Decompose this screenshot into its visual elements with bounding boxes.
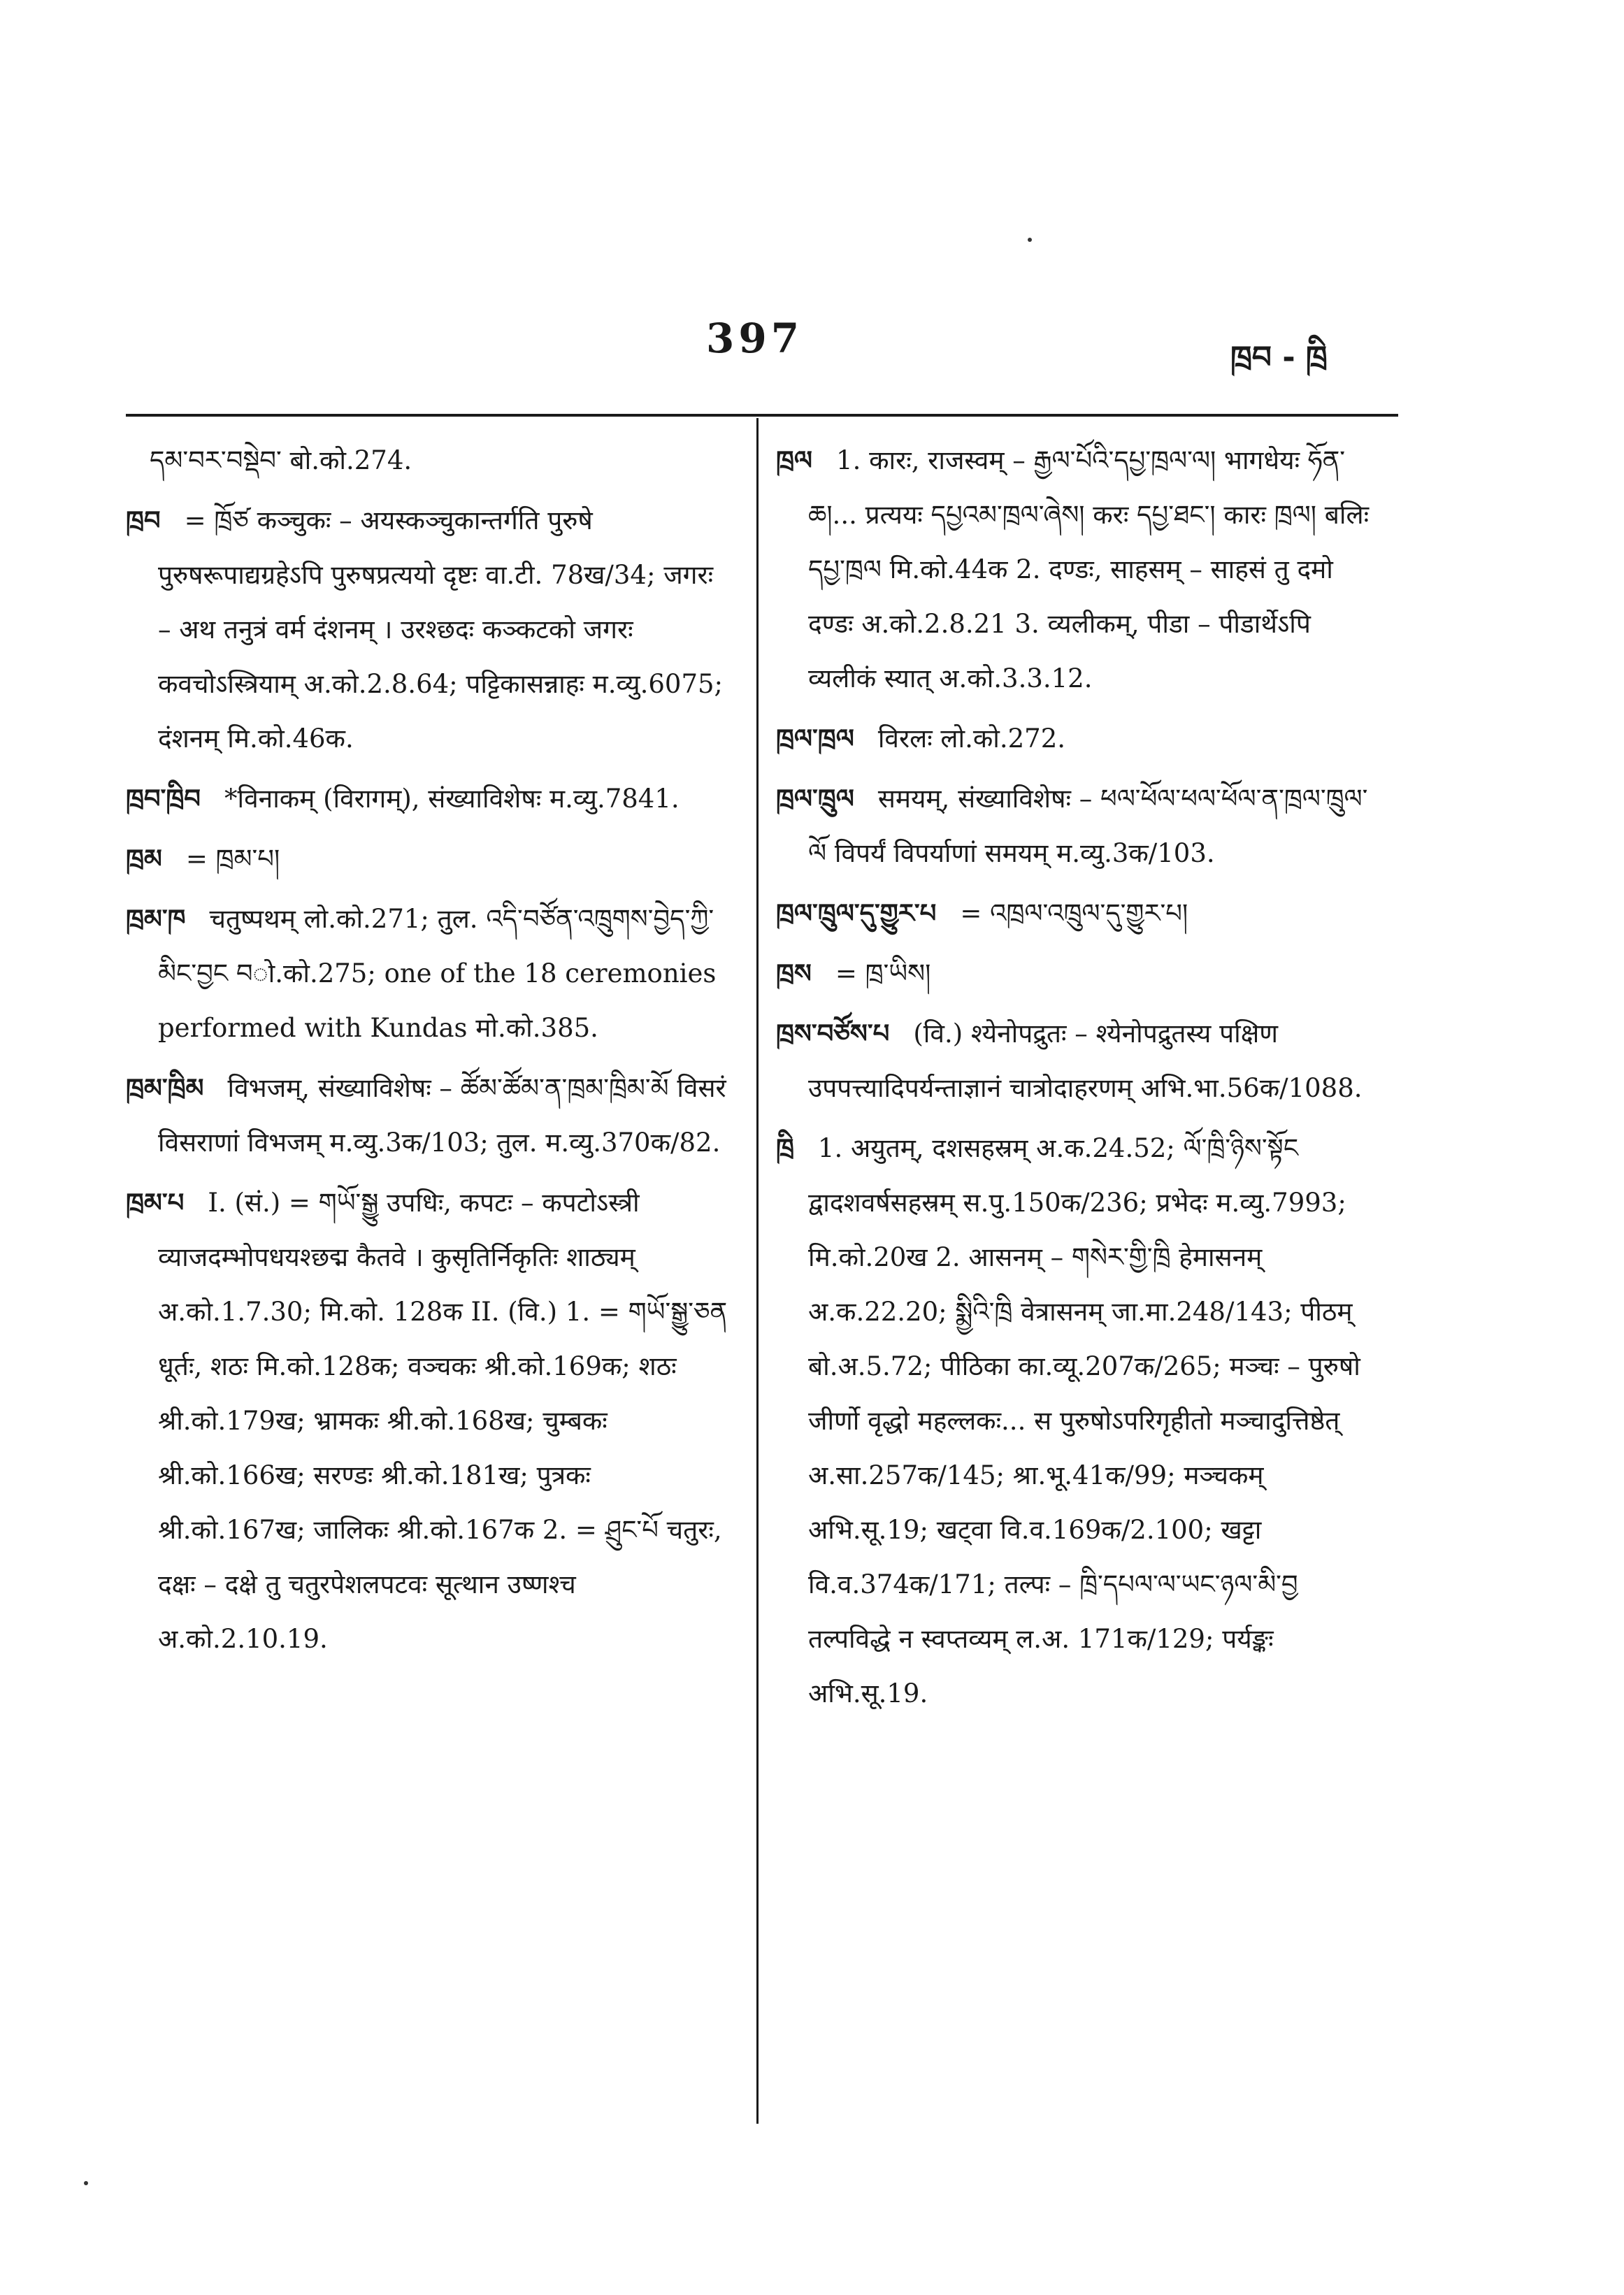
entry-headword: ཁྲམ	[126, 844, 162, 874]
entry-text: = ཁྲོཙ कञ्चुकः – अयस्कञ्चुकान्तर्गति पुरुषे पुरुषरूपाद्यग्रहेऽपि पुरुषप्रत्ययो दृष्टः वा.टी. 78ख/34; जगरः – अथ तनुत्रं वर्म दंशनम् । उरश्छदः कञ्कटको जगरः कवचोऽस्त्रियाम् अ.को.2.8.64; पट्टिकासन्नाहः म.व्यु.6075; दंशनम् मि.को.46क.	[158, 505, 724, 754]
right-column	[776, 433, 1384, 1727]
entry-text: དམ་བར་བསྡེབ་ बो.को.274.	[150, 445, 412, 475]
entry-text: = འཁྲལ་འཁྲུལ་དུ་གྱུར་པ།	[960, 898, 1188, 928]
header-rule	[126, 414, 1398, 417]
entry-headword: ཁྲམ་པ	[126, 1188, 185, 1218]
scan-speck	[1028, 238, 1032, 242]
entry-text: विभजम्, संख्याविशेषः – ཚོམ་ཚོམ་ན་ཁྲམ་ཁྲིམ་མོ विसरं विसराणां विभजम् म.व्यु.3क/103; तुल. म.व्यु.370क/82.	[158, 1073, 726, 1158]
dictionary-entry	[126, 494, 734, 766]
entry-headword: ཁྲས་བཙོས་པ	[776, 1019, 890, 1049]
dictionary-entry	[126, 433, 734, 488]
entry-text: समयम्, संख्याविशेषः – ཕལ་ཕོལ་ཕལ་ཕོལ་ན་ཁྲལ་ཁྲུལ་ལོ विपर्यं विपर्याणां समयम् म.व्यु.3क/103.	[808, 784, 1368, 868]
entry-headword: ཁྲམ་ཁ	[126, 904, 186, 934]
dictionary-entry	[126, 1061, 734, 1170]
entry-headword: ཁྲལ་ཁྲལ	[776, 724, 854, 754]
entry-text: = ཁྲམ་པ།	[185, 844, 280, 874]
dictionary-entry	[776, 1121, 1384, 1721]
left-column	[126, 433, 734, 1672]
dictionary-entry	[776, 772, 1384, 881]
dictionary-entry	[776, 433, 1384, 706]
dictionary-entry	[776, 886, 1384, 941]
scan-speck	[84, 2181, 88, 2185]
entry-text: I. (सं.) = གཡོ་སྒྱུ उपधिः, कपटः – कपटोऽस्त्री व्याजदम्भोपधयश्छद्म कैतवे । कुसृतिर्निकृतिः शाठ्यम् अ.को.1.7.30; मि.को. 128क II. (वि.) 1. = གཡོ་སྒྱུ་ཅན धूर्तः, शठः मि.को.128क; वञ्चकः श्री.को.169क; शठः श्री.को.179ख; भ्रामकः श्री.को.168ख; चुम्बकः श्री.को.166ख; सरण्डः श्री.को.181ख; पुत्रकः श्री.को.167ख; जालिकः श्री.को.167क 2. = ཤྲུང་པོ चतुरः, दक्षः – दक्षे तु चतुरपेशलपटवः सूत्थान उष्णश्च अ.को.2.10.19.	[158, 1188, 728, 1654]
entry-headword: ཁྲལ་ཁྲུལ	[776, 784, 854, 814]
entry-text: = ཁྲ་ཡིས།	[835, 958, 931, 988]
entry-headword: ཁྲབ	[126, 505, 161, 535]
page-header	[0, 0, 1624, 419]
entry-text: विरलः लो.को.272.	[877, 724, 1066, 754]
entry-headword: ཁྲམ་ཁྲིམ	[126, 1073, 204, 1103]
entry-headword: ཁྲལ	[776, 445, 813, 475]
dictionary-entry	[126, 772, 734, 826]
dictionary-entry	[776, 1007, 1384, 1116]
column-divider	[756, 418, 759, 2124]
entry-headword: ཁྲས	[776, 958, 812, 988]
dictionary-entry	[126, 832, 734, 886]
dictionary-entry	[776, 712, 1384, 766]
entry-headword: ཁྲབ་ཁྲིབ	[126, 784, 201, 814]
entry-text: 1. अयुतम्, दशसहस्रम् अ.क.24.52; ལོ་ཁྲི་ཉིས་སྟོང द्वादशवर्षसहस्रम् स.पु.150क/236; प्रभेदः म.व्यु.7993; मि.को.20ख 2. आसनम् – གསེར་གྱི་ཁྲི हेमासनम् अ.क.22.20; སྨྱིའི་ཁྲི वेत्रासनम् जा.मा.248/143; पीठम् बो.अ.5.72; पीठिका का.व्यू.207क/265; मञ्चः – पुरुषो जीर्णो वृद्धो महल्लकः... स पुरुषोऽपरिगृहीतो मञ्चादुत्तिष्ठेत् अ.सा.257क/145; श्रा.भू.41क/99; मञ्चकम् अभि.सू.19; खट्वा वि.व.169क/2.100; खट्टा वि.व.374क/171; तल्पः – ཁྲི་དཔལ་ལ་ཡང་ཉལ་མི་བྱ तल्पविद्धे न स्वप्तव्यम् ल.अ. 171क/129; पर्यङ्कः अभि.सू.19.	[808, 1133, 1360, 1708]
page-number: 397	[706, 315, 804, 362]
dictionary-entry	[776, 947, 1384, 1001]
entry-text: (वि.) श्येनोपद्रुतः – श्येनोपद्रुतस्य पक्षिण उपपत्त्यादिपर्यन्ताज्ञानं चात्रोदाहरणम् अभि.भा.56क/1088.	[808, 1019, 1363, 1103]
entry-headword: ཁྲལ་ཁྲུལ་དུ་གྱུར་པ	[776, 898, 937, 928]
entry-text: *विनाकम् (विरागम्), संख्याविशेषः म.व्यु.7841.	[224, 784, 680, 814]
entry-headword: ཁྲི	[776, 1133, 794, 1163]
running-head: ཁྲབ - ཁྲི	[1230, 340, 1328, 375]
entry-text: 1. कारः, राजस्वम् – རྒྱལ་པོའི་དཔྱ་ཁྲལ་ལ། भागधेयः ཧོན་ཆ།... प्रत्ययः དཔྱའམ་ཁྲལ་ཞེས། करः དཔྱ་ཐང་། कारः ཁྲལ། बलिः དཔྱ་ཁྲལ मि.को.44क 2. दण्डः, साहसम् – साहसं तु दमो दण्डः अ.को.2.8.21 3. व्यलीकम्, पीडा – पीडार्थेऽपि व्यलीकं स्यात् अ.को.3.3.12.	[808, 445, 1370, 693]
dictionary-entry	[126, 892, 734, 1056]
dictionary-entry	[126, 1176, 734, 1667]
entry-text: चतुष्पथम् लो.को.271; तुल. འདི་བཙོན་འཁྲུགས་བྱེད་ཀྱི་མིང་བྱང བो.को.275; one of the 18 ceremonies performed with Kundas मो.को.385.	[158, 904, 717, 1043]
